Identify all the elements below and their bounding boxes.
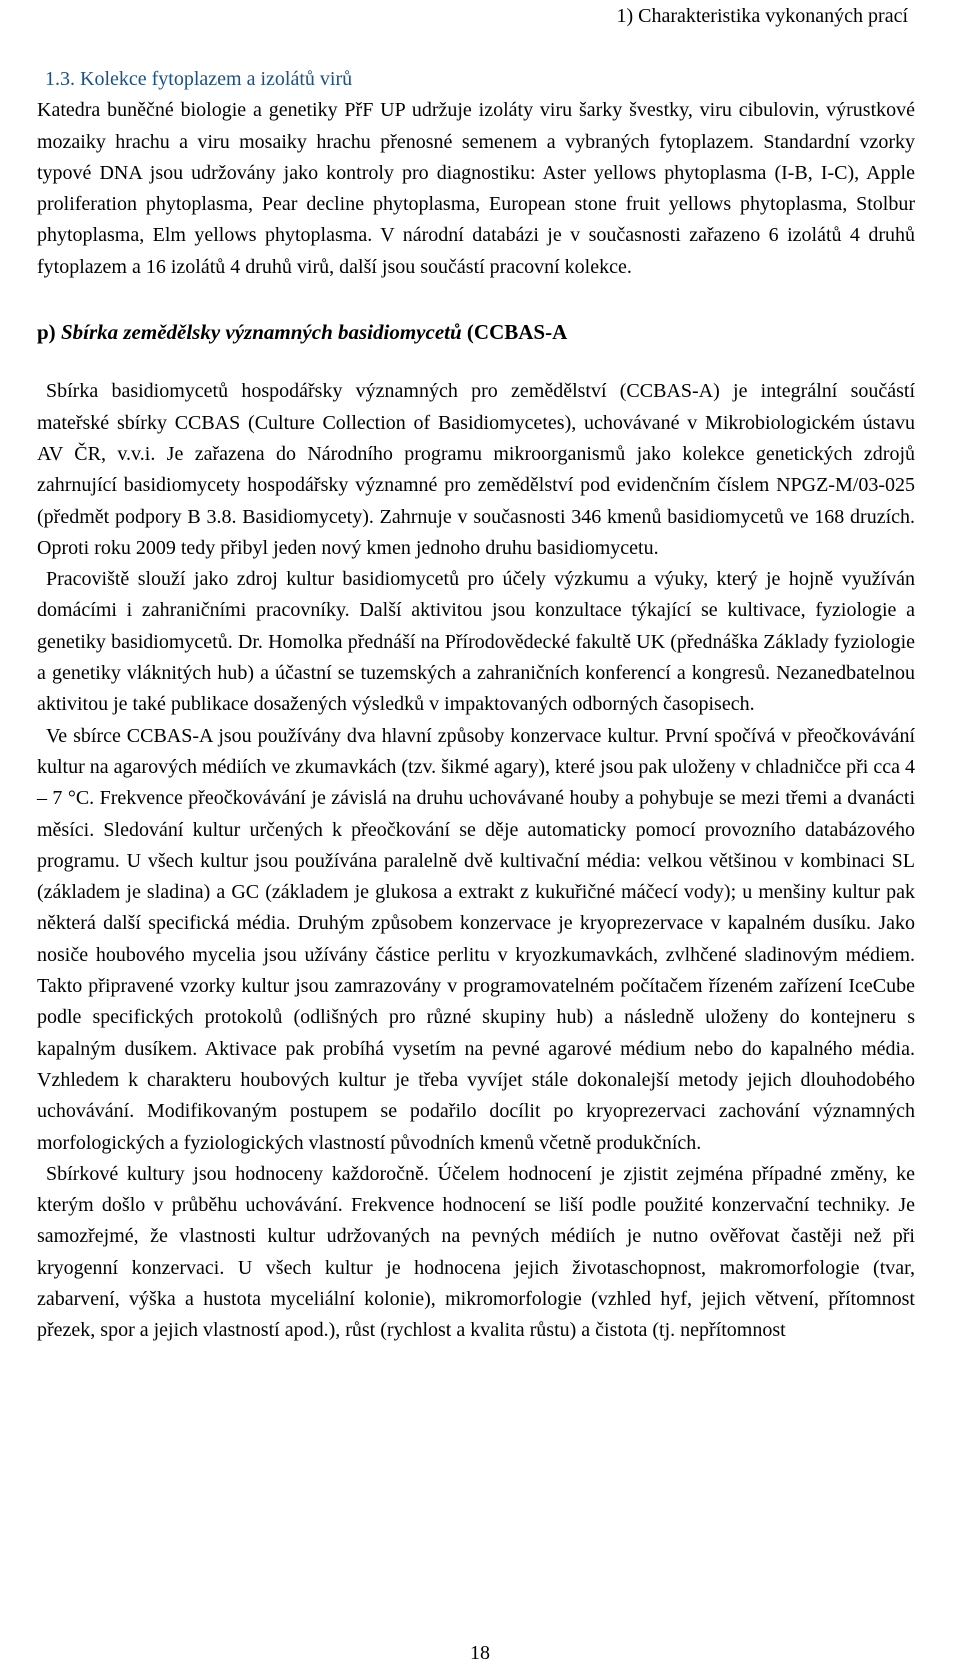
page-number: 18 — [470, 1642, 490, 1664]
section-title-prefix: p) — [37, 320, 61, 345]
section-title-italic: Sbírka zemědělsky významných basidiomycetů — [60, 320, 462, 345]
spacer — [37, 348, 915, 376]
section-title-suffix: (CCBAS-A — [461, 320, 568, 345]
section-heading-1-3: 1.3. Kolekce fytoplazem a izolátů virů — [45, 68, 353, 90]
spacer — [37, 283, 915, 317]
paragraph-collections: Katedra buněčné biologie a genetiky PřF UP udržuje izoláty viru šarky švestky, viru cibulovin, výrustkové mozaiky hrachu a viru mosaiky hrachu přenosné semenem a vybraných fytoplazem. Standardní vzorky typové DNA jsou udržovány jako kontroly pro diagnostiku: Aster yellows phytoplasma (I-B, I-C), Apple proliferation phytoplasma, Pear decline phytoplasma, European stone fruit yellows phytoplasma, Stolbur phytoplasma, Elm yellows phytoplasma. V národní databázi je v současnosti zařazeno 6 izolátů 4 druhů fytoplazem a 16 izolátů 4 druhů virů, další jsou součástí pracovní kolekce. — [37, 99, 915, 278]
section-title-p — [37, 317, 915, 348]
page-content — [37, 64, 915, 1347]
paragraph-intro: Sbírka basidiomycetů hospodářsky významných pro zemědělství (CCBAS-A) je integrální součástí mateřské sbírky CCBAS (Culture Collection of Basidiomycetes), uchovávané v Mikrobiologickém ústavu AV ČR, v.v.i. Je zařazena do Národního programu mikroorganismů jako kolekce genetických zdrojů zahrnující basidiomycety hospodářsky významné pro zemědělství pod evidenčním číslem NPGZ-M/03-025 (předmět podpory B 3.8. Basidiomycety). Zahrnuje v současnosti 346 kmenů basidiomycetů ve 168 druzích. Oproti roku 2009 tedy přibyl jeden nový kmen jednoho druhu basidiomycetu. — [37, 380, 915, 559]
running-header: 1) Charakteristika vykonaných prací — [616, 5, 908, 27]
paragraph-activities: Pracoviště slouží jako zdroj kultur basidiomycetů pro účely výzkumu a výuky, který je hojně využíván domácími i zahraničními pracovníky. Další aktivitou jsou konzultace týkající se kultivace, fyziologie a genetiky basidiomycetů. Dr. Homolka přednáší na Přírodovědecké fakultě UK (přednáška Základy fyziologie a genetiky vláknitých hub) a účastní se tuzemských a zahraničních konferencí a kongresů. Nezanedbatelnou aktivitou je také publikace dosažených výsledků v impaktovaných odborných časopisech. — [37, 568, 915, 716]
paragraph-conservation: Ve sbírce CCBAS-A jsou používány dva hlavní způsoby konzervace kultur. První spočívá v přeočkovávání kultur na agarových médiích ve zkumavkách (tzv. šikmé agary), které jsou pak uloženy v chladničce při cca 4 – 7 °C. Frekvence přeočkovávání je závislá na druhu uchovávané houby a pohybuje se mezi třemi a dvanácti měsíci. Sledování kultur určených k přeočkování se děje automaticky pomocí provozního databázového programu. U všech kultur jsou používána paralelně dvě kultivační média: velkou většinou v kombinaci SL (základem je sladina) a GC (základem je glukosa a extrakt z kukuřičné máčecí vody); u menšiny kultur pak některá další specifická média. Druhým způsobem konzervace je kryoprezervace v kapalném dusíku. Jako nosiče houbového mycelia jsou užívány částice perlitu v kryozkumavkách, zvlhčené sladinovým médiem. Takto připravené vzorky kultur jsou zamrazovány v programovatelném počítačem řízeném zařízení IceCube podle specifických protokolů (odlišných pro různé skupiny hub) a následně uloženy do kontejneru s kapalným dusíkem. Aktivace pak probíhá vysetím na pevné agarové médium nebo do kapalného média. Vzhledem k charakteru houbových kultur je třeba vyvíjet stále dokonalejší metody jejich dlouhodobého uchovávání. Modifikovaným postupem se podařilo docílit po kryoprezervaci zachování významných morfologických a fyziologických vlastností původních kmenů včetně produkčních. — [37, 724, 915, 1154]
paragraph-evaluation: Sbírkové kultury jsou hodnoceny každoročně. Účelem hodnocení je zjistit zejména případné změny, ke kterým došlo v průběhu uchovávání. Frekvence hodnocení se liší podle použité konzervační techniky. Je samozřejmé, že vlastnosti kultur udržovaných na pevných médiích je nutno ověřovat častěji než při kryogenní konzervaci. U všech kultur je hodnocena jejich životaschopnost, makromorfologie (tvar, zabarvení, výška a hustota myceliální kolonie), mikromorfologie (vzhled hyf, jejich větvení, přítomnost přezek, spor a jejich vlastností apod.), růst (rychlost a kvalita růstu) a čistota (tj. nepřítomnost — [37, 1162, 915, 1342]
